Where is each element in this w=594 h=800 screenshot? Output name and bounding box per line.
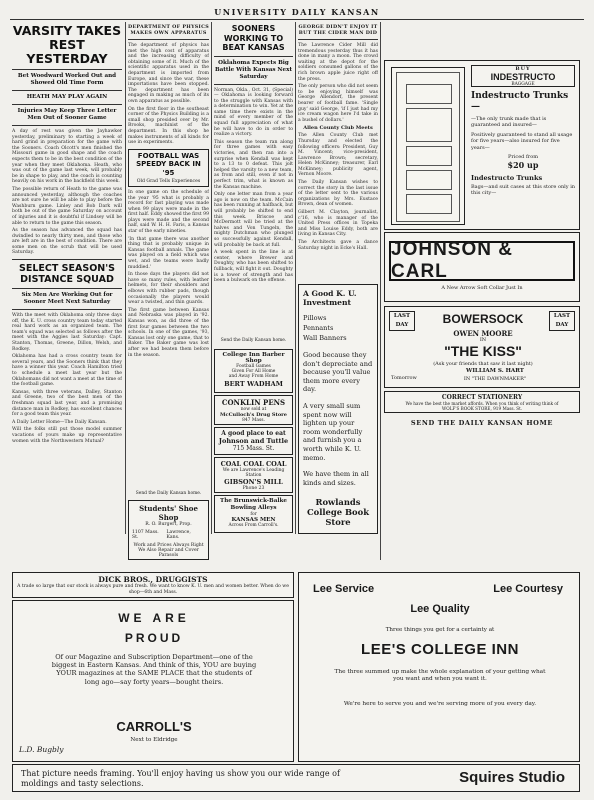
ad-heading: CORRECT STATIONERY	[441, 394, 523, 401]
headline-george: GEORGE DIDN'T ENJOY IT BUT THE CIDER MAN DID	[298, 24, 378, 36]
send-home-line: Send the Daily Kansan home.	[220, 338, 287, 343]
ad-heading: A good place to eat	[221, 430, 286, 437]
ad-heading: College Inn Barber Shop	[222, 352, 285, 364]
headline-football-speedy: FOOTBALL WAS SPEEDY BACK IN '95	[136, 151, 201, 177]
masthead	[10, 6, 584, 20]
headline-varsity: VARSITY TAKES REST YESTERDAY	[12, 24, 122, 66]
logo-buy: BUY	[515, 66, 531, 72]
ad-line: Next to Eldridge	[130, 737, 178, 743]
column-rule	[380, 22, 381, 560]
column-3	[214, 24, 293, 334]
ad-name: LEE'S COLLEGE INN	[361, 641, 519, 658]
column-2	[128, 24, 209, 569]
ad-body: We're here to serve you and we're serving more of you every day.	[343, 701, 537, 707]
logo-baggage: BAGGAGE	[511, 82, 535, 87]
ad-johnson-tuttle	[214, 427, 293, 455]
ad-heading: PROUD	[124, 631, 184, 645]
headline-physics: DEPARTMENT OF PHYSICS MAKES OWN APPARATUS	[128, 24, 209, 36]
logo-indestructo: INDESTRUCTO	[490, 72, 556, 82]
ad-johnson-carl	[384, 232, 580, 302]
ad-carrolls	[12, 600, 294, 762]
ad-line: Work and Prices Always Right	[133, 543, 204, 548]
headline-sooners: SOONERS WORKING TO BEAT KANSAS	[222, 24, 285, 52]
ad-body: We have the best the market affords. When you think of writing think of	[405, 401, 559, 406]
ad-body: We have them in all kinds and sizes.	[303, 470, 369, 487]
ad-body: Positively guaranteed to stand all usage for five years—also insured for five years—	[471, 131, 573, 151]
ad-body: Good because they don't depreciate and because you'll value them more every day.	[303, 351, 373, 394]
ad-lees-college-inn	[298, 572, 580, 762]
article-paragraph: The possible return of Heath to the game was announced yesterday, although the coaches are not sure he will be able to play before the Washburn game. Linley and Bob Dark will both be out of the game Saturday on account of injuries and it is doubtful if Lindsey will be able to return to the game this season.	[12, 186, 122, 226]
ad-dick-bros	[12, 572, 294, 598]
ad-heading: The Brunswick-Balke Bowling Alleys	[220, 498, 287, 511]
ad-price: $20 up	[507, 160, 539, 171]
ad-heading: DICK BROS., DRUGGISTS	[98, 575, 208, 584]
ad-body: A trade so large that our stock is always pure and fresh. We want to know K. U. men and women better. When do we shop—6th and Mass.	[17, 584, 289, 595]
ad-store: McCulloch's Drug Store	[219, 412, 287, 418]
football-headline-box	[128, 149, 209, 187]
ad-name: KANSAS MEN	[231, 517, 276, 523]
last-day-badge: LAST DAY	[389, 311, 415, 331]
ad-indestructo	[384, 60, 580, 230]
ad-store: WOLF'S BOOK STORE, 919 Mass. St.	[441, 406, 523, 411]
ad-address: 1107 Mass. St.	[132, 530, 159, 540]
ad-address: 847 Mass.	[242, 418, 265, 423]
article-paragraph: Norman, Okla., Oct. 31, (Special)— Oklahoma is looking forward to the struggle with Kansas with a determination to win. Yet at the same time there exists in the mind of every member of the squad full appreciation of what he will have to do in order to realize a victory.	[214, 87, 293, 138]
article-paragraph: The only person who did not seem to be enjoying himself was George Allendorf, the present bearer of football fame. 'Single guy' said George, 'if I just had my ice cream wagon here I'd take in a bushel of dollars.'	[298, 84, 378, 123]
ad-line: Football Games	[236, 364, 271, 369]
handwritten-signature: L.D. Bugbly	[19, 745, 64, 754]
ad-line: and Away From Home	[228, 374, 279, 379]
subhead-allen-county: Allen County Club Meets	[303, 125, 373, 132]
article-paragraph: The Lawrence Cider Mill did tremendous yesterday thus it has done in many a moon. The crowd waiting at the depot for the soldiers consumed gallons of the rich brown apple juice right off the press.	[298, 43, 378, 82]
article-paragraph: Will the folks still put those model summer vacations of yours make up representative women with the Northwestern Mutual?	[12, 427, 122, 444]
ad-heading: Lee Service	[313, 583, 375, 595]
article-paragraph: In those days the players did not have so many rules, with leather helmets, for their shoulders and elbows with rubber pads, though occasionally the players would wear a twisted, and thin guards.	[128, 272, 209, 306]
star-name: OWEN MOORE	[453, 329, 513, 338]
star-name: WILLIAM S. HART	[466, 368, 524, 374]
article-paragraph: The Daily Kansan wishes to correct the story in the last issue of the letter sent to the various organizations by Mrs. Eustace Brown, dean of women.	[298, 180, 378, 208]
film-note: (Ask your friends that saw it last night)	[433, 361, 533, 367]
article-paragraph: Oklahoma has had a cross country team for several years, and the Sooners think that they have a winner this year. Coach Hamilton tried to schedule a meet last year but the Oklahomans did not want a meet at the time of the football game.	[12, 354, 122, 388]
subhead-woodward: Bet Woodward Worked Out and Showed Old Time Form	[17, 73, 117, 86]
ad-body: Bags—and suit cases at this store only in this city—	[471, 184, 576, 197]
ad-line: We are Lawrence's Leading Station	[222, 468, 285, 478]
ad-heading: CONKLIN PENS	[221, 398, 286, 407]
ad-students-shoe-shop	[128, 500, 209, 560]
ad-barber-shop	[214, 349, 293, 393]
ad-phone: Phone 23	[242, 486, 265, 491]
article-paragraph: The Allen County Club met Thursday and elected the following officers: President, Guy M. Vincent; vice-president, Lawrence Brown; secretary, Helen McKinney; treasurer, Earl McKinney; publicity agent, Vernon Moore.	[298, 133, 378, 178]
ad-store: Rowlands College Book Store	[306, 497, 370, 528]
ad-good-investment	[298, 284, 378, 534]
article-paragraph: Only one letter man from a year ago is now on the team. McCain has been running at halfback, but will probably be shifted to end this week. Briscoe and McDermott will be tried at the halves and Von Tungeln, the mighty Dutchman who plunged so successfully against Kendall, will probably be back at full.	[214, 192, 293, 248]
article-paragraph: The department of physics has met the high cost of apparatus and the increasing difficulty of obtaining some of it. Much of the scientific apparatus used in the department is imported from Europe, and since the war, these importations have been stopped. The department has been engaged in making as much of its own apparatus as possible.	[128, 43, 209, 104]
column-rule	[211, 22, 212, 534]
article-paragraph: 'In that game there was another thing that is probably unique in Kansas football annals. The game was played on a field which was wet, and the teams were badly muddied.'	[128, 236, 209, 270]
ad-name: GIBSON'S MILL	[224, 478, 283, 486]
subhead-six-men: Six Men Are Working Out for Sooner Meet Next Saturday	[21, 292, 113, 306]
ad-body: Of our Magazine and Subscription Department—one of the biggest in Eastern Kansas. And think of this, YOU are buying YOUR magazines at the SAME PLACE that the students of long ago—say forty years—bought theirs.	[51, 653, 257, 686]
column-rule	[125, 22, 126, 534]
ad-conklin-pens	[214, 395, 293, 425]
article-paragraph: A week spent in the line is at center, where Brewer and Doughty, who has been shifted to fullback, will fight it out. Doughty is a tower of strength and has been a bulwark on the offense.	[214, 250, 293, 284]
ad-line: for	[250, 512, 257, 517]
ad-bowersock	[384, 306, 580, 388]
article-paragraph: The Architects gave a dance Saturday night in Ecke's Hall.	[298, 240, 378, 251]
ad-address: Across From Carroll's.	[228, 523, 279, 528]
article-paragraph: As the season has advanced the squad has dwindled to nearly thirty men, and those who are left are in the best of condition. There are some men on the scrub that will be used Saturday.	[12, 228, 122, 256]
send-home-line: Send the Daily Kansan home.	[135, 491, 202, 496]
film-title: IN "THE DAWNMAKER"	[463, 376, 527, 382]
tomorrow-label: Tomorrow	[391, 375, 417, 381]
send-home-banner: SEND THE DAILY KANSAN HOME	[410, 419, 554, 427]
ad-line: Given For All Home	[231, 369, 276, 374]
article-paragraph: A day of rest was given the Jayhawker yesterday, preliminary to starting a week of hard grind in preparation for the game with the Sooners. Coach Olcott's men finished the Missouri game in good shape and the coach expects them to be in the best condition of the year when they meet Oklahoma. Heath, who was out of the game last week, will probably be in shape to play, and the coach is counting heavily on his work in the backfield this week.	[12, 129, 122, 185]
subhead-injuries: Injuries May Keep Three Letter Men Out of Sooner Game	[17, 108, 117, 121]
ad-price-label: Priced from	[508, 154, 538, 161]
article-paragraph: A Daily Letter Home—The Daily Kansan.	[12, 419, 107, 425]
ad-line: We Also Repair and Cover Parasols	[138, 548, 199, 558]
ad-name: Squires Studio	[459, 769, 565, 786]
article-paragraph: Gilbert M. Clayton, journalist, c'16, who is manager of the United Press offices in Topeka and Miss Louise Eddy, both are living in Kansas City.	[298, 210, 378, 238]
last-day-badge: LAST DAY	[549, 311, 575, 331]
article-paragraph: Kansas, with three veterans, Dalley, Stanton and Greene, two of the best men of the freshman squad last year, and a promising distance man in Rodkey, has excellent chances for a good team this year.	[12, 389, 122, 418]
ad-bowling	[214, 495, 293, 533]
ad-item-list	[303, 313, 373, 343]
subhead-oklahoma: Oklahoma Expects Big Battle With Kansas Next Saturday	[214, 59, 293, 80]
headline-distance-squad: SELECT SEASON'S DISTANCE SQUAD	[19, 263, 115, 286]
ad-name: CARROLL'S	[116, 719, 192, 734]
indestructo-logo	[471, 65, 575, 87]
column-4	[298, 24, 378, 282]
ad-item: Wall Banners	[303, 334, 347, 342]
film-title: "THE KISS"	[444, 343, 522, 359]
ad-name: BERT WADHAM	[224, 380, 283, 388]
article-paragraph: On the first floor in the southeast corner of the Physics Building is a small shop presided over by Mr. Brooks, machinist of the department. In this shop he makes instruments of all kinds for use in experiments.	[128, 106, 209, 146]
theater-name: BOWERSOCK	[442, 312, 524, 326]
ad-name: JOHNSON & CARL	[391, 239, 513, 282]
ad-heading: COAL COAL COAL	[220, 460, 287, 468]
trunk-illustration	[391, 67, 465, 225]
ad-heading: A Good K. U. Investment	[303, 289, 357, 307]
ad-heading: WE ARE	[118, 611, 190, 625]
ad-squires	[12, 764, 580, 792]
subhead-old-grad: Old Grad Tells Experiences	[136, 178, 201, 184]
ad-heading: Students' Shoe Shop	[139, 504, 198, 522]
ad-coal	[214, 457, 293, 493]
ad-item: Pillows	[303, 314, 327, 322]
masthead-title: UNIVERSITY DAILY KANSAN	[214, 7, 380, 17]
ad-body: —The only trunk made that is guaranteed and insured—	[471, 116, 547, 129]
ad-body: A very small sum spent now will lighten up your room wonderfully and furnish you a worth while K. U. memo.	[303, 401, 363, 462]
ad-heading: Indestructo Trunks—	[471, 91, 569, 112]
ad-heading: Indestructo Trunks	[471, 174, 543, 183]
ad-city: Lawrence, Kans.	[166, 530, 191, 540]
ad-heading: Lee Courtesy	[493, 583, 563, 595]
article-paragraph: The first game between Kansas and Nebraska was played in '92. Kansas won, as did three of the first four games between the two schools. In one of the games, '93, Kansas lost only one game, that to Baker. The Baker game was lost after we had beaten them before in the season.	[128, 307, 209, 358]
article-paragraph: In one game on the schedule of the year '95 what is probably a record for fast playing was made when 99 plays were made in the first half. Eddy showed the first 99 plays were made and the second half, said W. H. H. Faris, a Kansas star of the early nineties.	[128, 189, 209, 235]
ad-name: Johnson and Tuttle	[218, 437, 289, 445]
subhead-heath: HEATH MAY PLAY AGAIN	[26, 94, 108, 100]
ad-stationery	[384, 391, 580, 413]
column-rule	[295, 22, 296, 534]
article-paragraph: This season the team ran along for three games with easy victories, and then ran into a surprise when Kendall was kept to a 13 to 0 defeat. This jolt helped the varsity to a new team, as from and still, even if not in perfect trim, what is known as the Kansas machine.	[214, 139, 293, 190]
article-paragraph: With the meet with Oklahoma only three days off, the K. U. cross country team today started real hard work as an organized team. The team's squad was selected as follows after the meet with the Aggies last Saturday: Capt. Stanton, Thomas, Greene, Dillon, Welsh, and Rodkey.	[12, 313, 122, 352]
ad-proprietor: R. O. Burgert, Prop.	[145, 522, 192, 527]
ad-line: A New Arrow Soft Collar Just In	[441, 285, 523, 291]
ad-item: Pennants	[303, 324, 334, 332]
ad-address: 715 Mass. St.	[232, 445, 275, 452]
ad-body: The three summed up make the whole explanation of your getting what you want and when you want it.	[334, 669, 546, 683]
ad-line: Three things you get for a certainty at	[385, 627, 495, 633]
in-label: IN	[479, 337, 487, 343]
ad-heading: Lee Quality	[410, 603, 470, 615]
ad-line: now sold at	[240, 407, 267, 412]
ad-body: That picture needs framing. You'll enjoy having us show you our wide range of moldings and tasty selections.	[21, 769, 340, 788]
